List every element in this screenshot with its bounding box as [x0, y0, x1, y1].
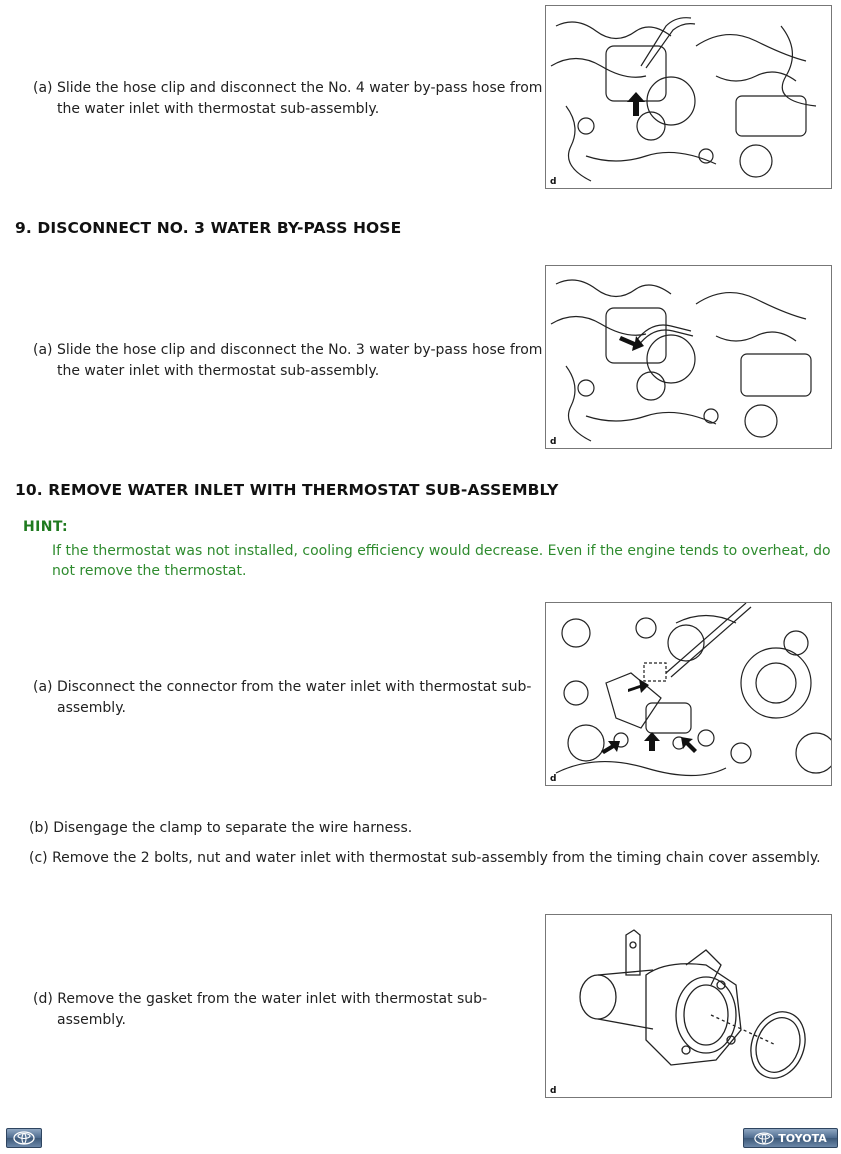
- step-8a-text: (a) Slide the hose clip and disconnect the No. 4 water by-pass hose from the water inlet with thermostat sub-assembly.: [33, 80, 543, 117]
- figure-connector-bolts: [545, 602, 832, 786]
- step-10a-text: (a) Disconnect the connector from the water inlet with thermostat sub-assembly.: [33, 679, 532, 716]
- figure-label: d: [550, 1086, 557, 1096]
- engine-illustration-1: [546, 6, 831, 188]
- step-10d-text: (d) Remove the gasket from the water inlet with thermostat sub-assembly.: [33, 991, 488, 1028]
- toyota-brand-label: TOYOTA: [778, 1131, 827, 1145]
- toyota-brand-button[interactable]: [743, 1128, 838, 1148]
- figure-gasket: [545, 914, 832, 1098]
- engine-illustration-3: [546, 603, 831, 785]
- figure-label: d: [550, 774, 557, 784]
- figure-no3-bypass-hose: [545, 265, 832, 449]
- heading-section-10: 10. REMOVE WATER INLET WITH THERMOSTAT SUB-ASSEMBLY: [15, 481, 559, 499]
- step-9a-text: (a) Slide the hose clip and disconnect the No. 3 water by-pass hose from the water inlet with thermostat sub-assembly.: [33, 342, 543, 379]
- home-logo-button[interactable]: [6, 1128, 42, 1148]
- toyota-logo-icon: [754, 1132, 774, 1145]
- toyota-logo-icon: [13, 1131, 35, 1145]
- figure-label: d: [550, 437, 557, 447]
- heading-section-9: 9. DISCONNECT NO. 3 WATER BY-PASS HOSE: [15, 219, 402, 237]
- figure-no4-bypass-hose: [545, 5, 832, 189]
- step-10b-text: (b) Disengage the clamp to separate the wire harness.: [29, 820, 413, 836]
- figure-label: d: [550, 177, 557, 187]
- hint-title: HINT:: [23, 519, 69, 535]
- step-10c-text: (c) Remove the 2 bolts, nut and water inlet with thermostat sub-assembly from the timing chain cover assembly.: [29, 850, 821, 866]
- thermostat-gasket-illustration: [546, 915, 831, 1097]
- hint-text: If the thermostat was not installed, cooling efficiency would decrease. Even if the engine tends to overheat, do not remove the thermostat.: [52, 543, 831, 579]
- engine-illustration-2: [546, 266, 831, 448]
